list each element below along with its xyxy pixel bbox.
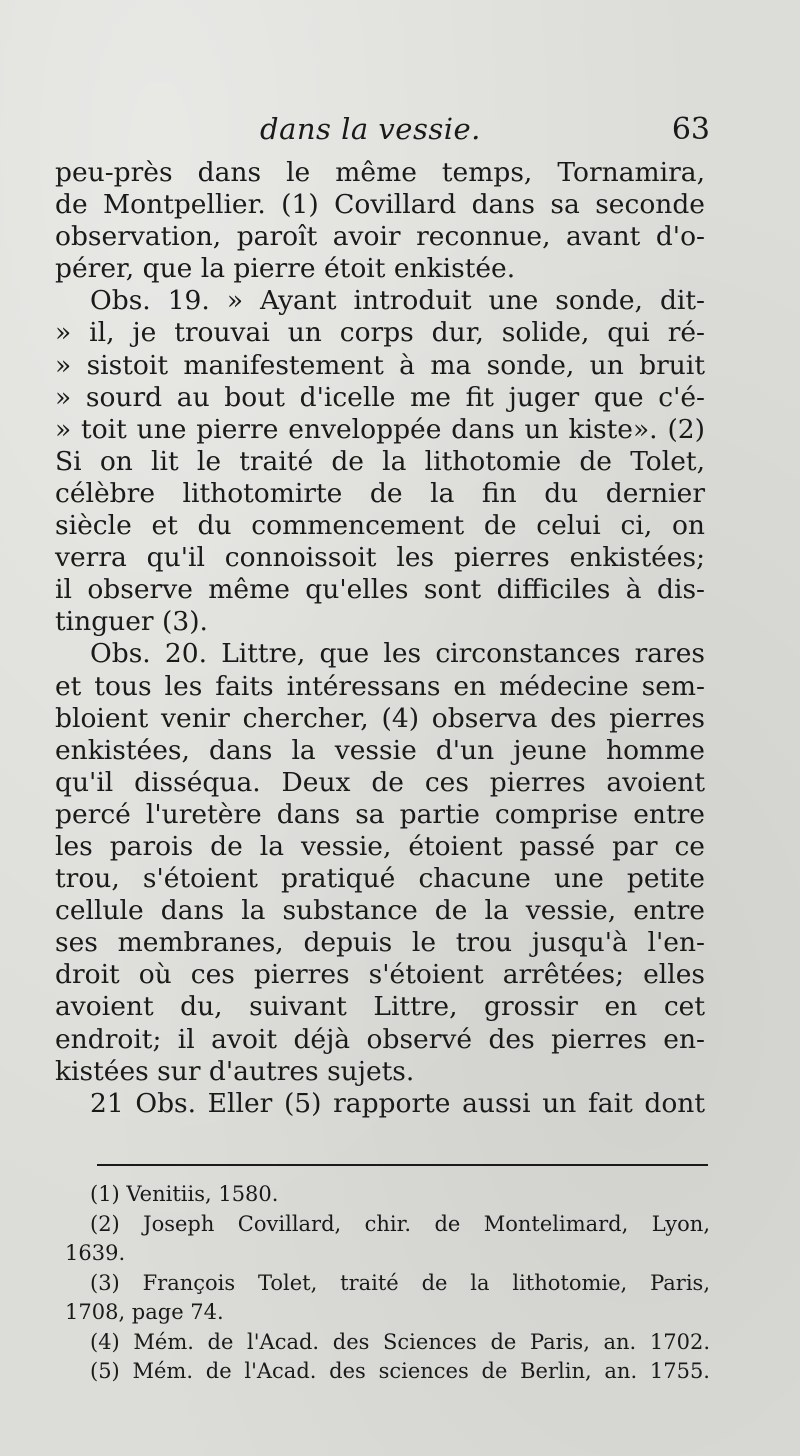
text-line: percé l'uretère dans sa partie comprise entre (55, 798, 705, 830)
footnote-line: (4) Mém. de l'Acad. des Sciences de Paris, an. 1702. (90, 1329, 710, 1354)
text-line: bloient venir chercher, (4) observa des pierres (55, 702, 705, 734)
page-header (60, 112, 710, 156)
text-line: qu'il disséqua. Deux de ces pierres avoient (55, 766, 705, 798)
footnote-line: 1639. (65, 1241, 126, 1265)
text-line: kistées sur d'autres sujets. (55, 1055, 415, 1087)
text-line: Si on lit le traité de la lithotomie de Tolet, (55, 445, 705, 477)
footnote-line: 1708, page 74. (65, 1300, 224, 1324)
text-line: de Montpellier. (1) Covillard dans sa seconde (55, 189, 705, 221)
text-line: » toit une pierre enveloppée dans un kiste». (2) (55, 413, 705, 445)
text-line: » il, je trouvai un corps dur, solide, qui ré- (55, 317, 705, 349)
text-line: Obs. 20. Littre, que les circonstances rares (90, 638, 705, 670)
footnotes (65, 1180, 710, 1387)
text-line: siècle et du commencement de celui ci, on (55, 510, 705, 542)
text-line: droit où ces pierres s'étoient arrêtées; elles (55, 959, 705, 991)
footnote-line: (2) Joseph Covillard, chir. de Montelimard, Lyon, (90, 1211, 710, 1236)
text-line: peu-près dans le même temps, Tornamira, (55, 157, 705, 188)
text-line: verra qu'il connoissoit les pierres enkistées; (55, 542, 705, 574)
text-line: trou, s'étoient pratiqué chacune une petite (55, 863, 705, 895)
text-line: 21 Obs. Eller (5) rapporte aussi un fait dont (90, 1087, 705, 1119)
footnote-line: (3) François Tolet, traité de la lithotomie, Paris, (90, 1270, 710, 1295)
body-text (55, 157, 705, 1120)
text-line: avoient du, suivant Littre, grossir en cet (55, 991, 705, 1023)
footnote-line: (1) Venitiis, 1580. (90, 1182, 279, 1206)
text-line: » sistoit manifestement à ma sonde, un bruit (55, 349, 705, 381)
text-line: enkistées, dans la vessie d'un jeune homme (55, 734, 705, 766)
text-line: cellule dans la substance de la vessie, entre (55, 895, 705, 927)
text-line: ses membranes, depuis le trou jusqu'à l'en- (55, 927, 705, 959)
footnote-rule (97, 1164, 708, 1166)
text-line: il observe même qu'elles sont difficiles à dis- (55, 574, 705, 606)
text-line: tinguer (3). (55, 606, 208, 638)
text-line: observation, paroît avoir reconnue, avant d'o- (55, 221, 705, 253)
footnote-line: (5) Mém. de l'Acad. des sciences de Berlin, an. 1755. (90, 1359, 710, 1383)
text-line: célèbre lithotomirte de la fin du dernier (55, 477, 705, 509)
text-line: pérer, que la pierre étoit enkistée. (55, 253, 516, 285)
text-line: endroit; il avoit déjà observé des pierres en- (55, 1023, 705, 1055)
text-line: et tous les faits intéressans en médecine sem- (55, 670, 705, 702)
text-line: les parois de la vessie, étoient passé par ce (55, 830, 705, 862)
text-line: Obs. 19. » Ayant introduit une sonde, dit- (90, 285, 705, 317)
running-head: dans la vessie. (260, 112, 481, 146)
page-number: 63 (671, 112, 710, 147)
text-line: » sourd au bout d'icelle me fit juger que c'é- (55, 381, 705, 413)
